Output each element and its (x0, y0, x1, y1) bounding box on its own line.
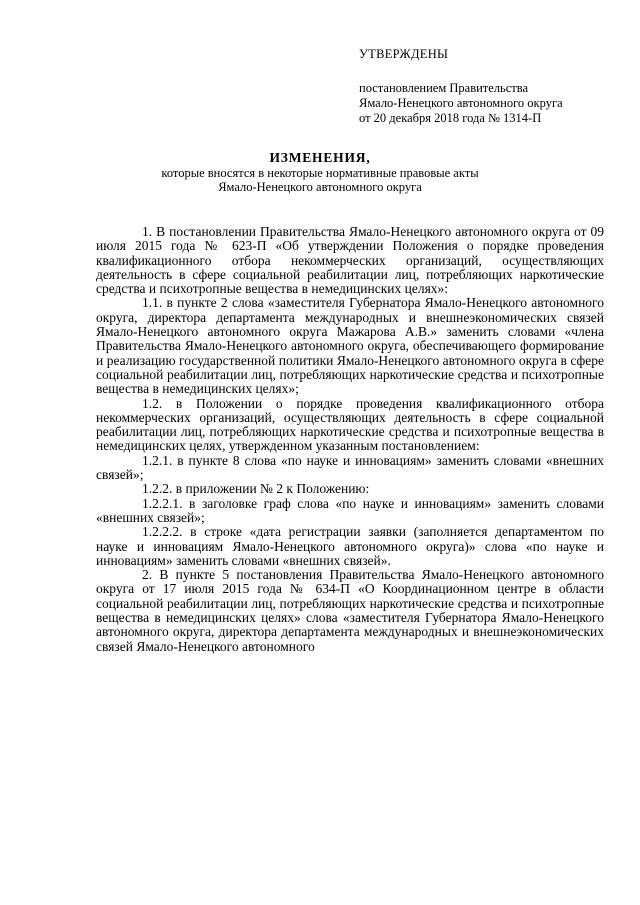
document-body (96, 225, 604, 654)
document-title-block (60, 151, 580, 195)
paragraph: 1.2. в Положении о порядке проведения квалификационного отбора некоммерческих организаций, осуществляющих деятельность в сфере социальной реабилитации лиц, потребляющих наркотические средства и психотропные вещества в немедицинских целях, утвержденном указанным постановлением: (96, 395, 604, 454)
approval-line: Ямало-Ненецкого автономного округа (359, 96, 563, 110)
paragraph: 1.2.2.1. в заголовке граф слова «по науке и инновациям» заменить словами «внешних связей»; (96, 495, 604, 525)
approval-heading: УТВЕРЖДЕНЫ (359, 47, 449, 61)
document-subtitle: Ямало-Ненецкого автономного округа (218, 180, 422, 194)
document-subtitle: которые вносятся в некоторые нормативные правовые акты (161, 165, 479, 180)
approval-stamp (359, 47, 629, 126)
paragraph: 2. В пункте 5 постановления Правительства Ямало-Ненецкого автономного округа от 17 июля 2015 года № 634-П «О Координационном центре в области социальной реабилитации лиц, потребляющих наркотические средства и психотропные вещества в немедицинских целях» слова «заместителя Губернатора Ямало-Ненецкого автономного округа, директора департамента международных и внешнеэкономических связей Ямало-Ненецкого автономного (96, 567, 604, 654)
paragraph: 1.2.2.2. в строке «дата регистрации заявки (заполняется департаментом по науке и инновациям Ямало-Ненецкого автономного округа)» слова «по науке и инновациям» заменить словами «внешних связей». (96, 524, 604, 568)
paragraph: 1. В постановлении Правительства Ямало-Ненецкого автономного округа от 09 июля 2015 года № 623-П «Об утверждении Положения о порядке проведения квалификационного отбора некоммерческих организаций, осуществляющих деятельность в сфере социальной реабилитации лиц, потребляющих наркотические средства и психотропные вещества в немедицинских целях»: (96, 224, 604, 297)
paragraph: 1.2.2. в приложении № 2 к Положению: (142, 481, 370, 497)
approval-line: постановлением Правительства (359, 81, 529, 95)
paragraph: 1.2.1. в пункте 8 слова «по науке и инновациям» заменить словами «внешних связей»; (96, 452, 604, 483)
document-title: ИЗМЕНЕНИЯ, (269, 150, 371, 165)
paragraph: 1.1. в пункте 2 слова «заместителя Губернатора Ямало-Ненецкого автономного округа, директора департамента международных и внешнеэкономических связей Ямало-Ненецкого автономного округа Мажарова А.В.» заменить словами «члена Правительства Ямало-Ненецкого автономного округа, обеспечивающего формирование и реализацию государственной политики Ямало-Ненецкого автономного округа в сфере социальной реабилитации лиц, потребляющих наркотические средства и психотропные вещества в немедицинских целях»; (96, 295, 604, 397)
approval-line: от 20 декабря 2018 года № 1314-П (359, 111, 542, 125)
